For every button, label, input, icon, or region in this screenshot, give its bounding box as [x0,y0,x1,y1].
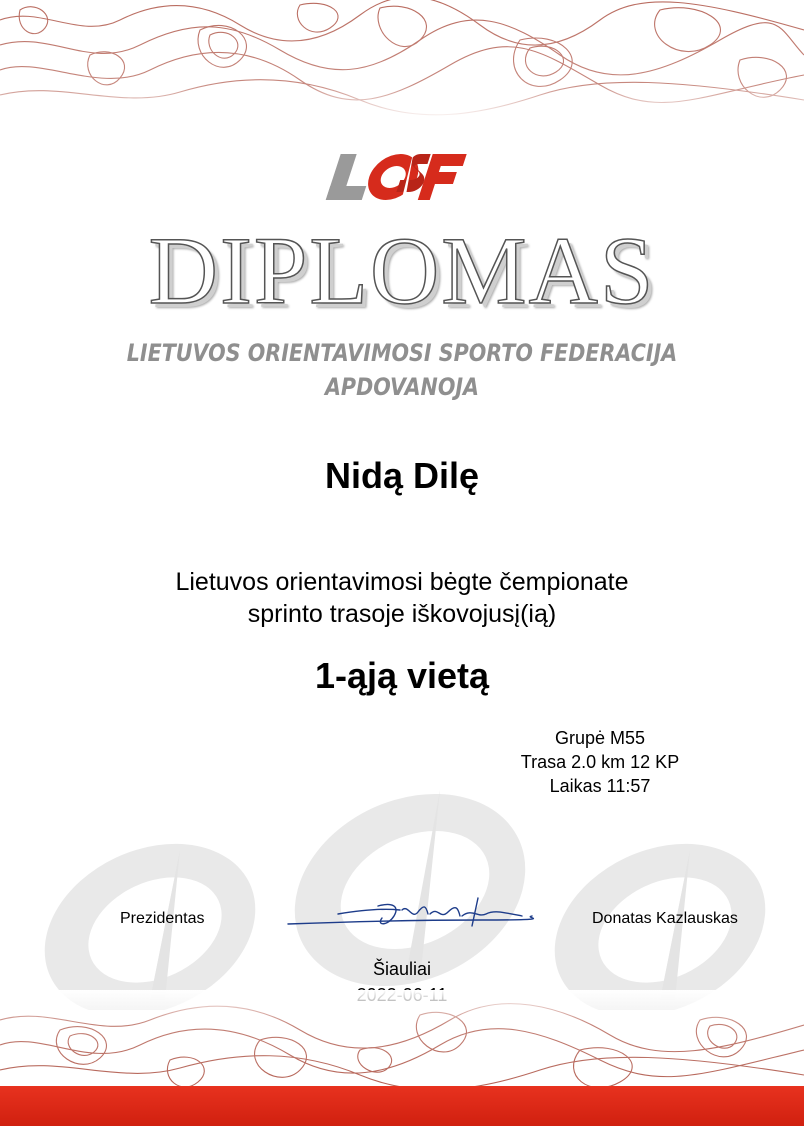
topographic-pattern-bottom [0,990,804,1090]
signatory-role: Prezidentas [120,910,205,927]
signatory-name: Donatas Kazlauskas [592,910,738,927]
course-label: Trasa 2.0 km 12 KP [520,752,680,772]
time-label: Laikas 11:57 [549,776,651,796]
placement: 1-ąją vietą [314,655,490,696]
achievement-line-2: sprinto trasoje iškovojusį(ią) [247,600,557,628]
federation-logo [322,150,490,206]
footer-red-band [0,1086,804,1126]
federation-heading [56,336,747,404]
diploma-title: DIPLOMAS [148,217,656,324]
result-details [500,726,700,798]
federation-awards: APDOVANOJA [324,373,480,401]
achievement-text [0,566,804,630]
achievement-line-1: Lietuvos orientavimosi bėgte čempionate [175,568,629,596]
recipient-name: Nidą Dilę [324,455,480,496]
handwritten-signature [282,892,538,932]
location: Šiauliai [372,959,432,979]
topographic-pattern-top [0,0,804,120]
group-label: Grupė M55 [554,728,646,748]
federation-name: LIETUVOS ORIENTAVIMOSI SPORTO FEDERACIJA [126,339,678,367]
